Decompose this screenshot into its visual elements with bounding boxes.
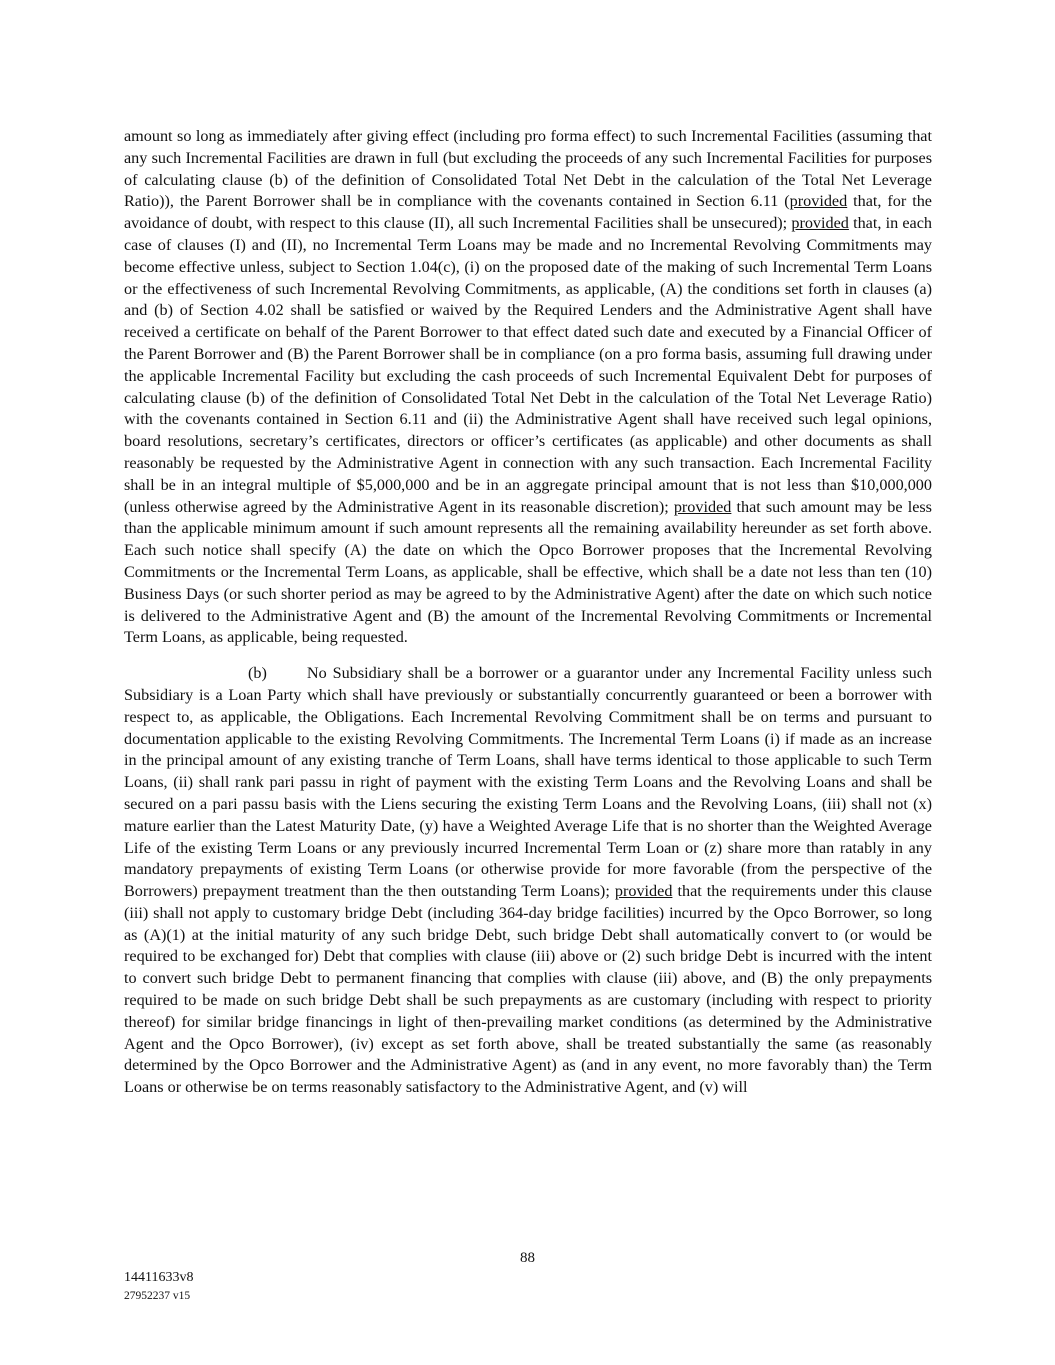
paragraph-a-text-4: that such amount may be less than the applicable minimum amount if such amount represents all the remaining availability hereunder as set forth above. Each such notice shall specify (A) the date on which the Opco Borrower proposes that the Incremental Revolving Commitments or the Incremental Term Loans, as applicable, shall be effective, which shall be a date not less than ten (10) Business Days (or such shorter period as may be agreed to by the Administrative Agent) after the date on which such notice is delivered to the Administrative Agent and (B) the amount of the Incremental Revolving Commitments or Incremental Term Loans, as applicable, being requested. (124, 497, 932, 647)
provided-term-2: provided (791, 214, 849, 233)
paragraph-a-text-2: that, for the avoidance of doubt, with respect to this clause (II), all such Incremental Facilities shall be unsecured); (124, 192, 932, 233)
paragraph-b-text-1: No Subsidiary shall be a borrower or a guarantor under any Incremental Facility unless such Subsidiary is a Loan Party which shall have previously or substantially concurrently guaranteed or been a borrower with respect to, as applicable, the Obligations. Each Incremental Revolving Commitment shall be on terms and pursuant to documentation applicable to the existing Revolving Commitments. The Incremental Term Loans (i) if made as an increase in the principal amount of any existing tranche of Term Loans, shall have terms identical to those applicable to such Term Loans, (ii) shall rank pari passu in right of payment with the existing Term Loans and the Revolving Loans and shall be secured on a pari passu basis with the Liens securing the existing Term Loans and the Revolving Loans, (iii) shall not (x) mature earlier than the Latest Maturity Date, (y) have a Weighted Average Life that is no shorter than the Weighted Average Life of the existing Term Loans or any previously incurred Incremental Term Loan or (z) share more than ratably in any mandatory prepayments of existing Term Loans (or otherwise provide for more favorable (from the perspective of the Borrowers) prepayment treatment than the then outstanding Term Loans); (124, 664, 932, 901)
paragraph-a (124, 126, 932, 649)
document-id-primary: 14411633v8 (124, 1270, 194, 1285)
clause-label-b: (b) (248, 664, 267, 683)
document-body (124, 126, 932, 1099)
provided-term-4: provided (614, 882, 673, 901)
page-number: 88 (520, 1250, 535, 1266)
paragraph-b-text-2: that the requirements under this clause (iii) shall not apply to customary bridge Debt (including 364-day bridge facilities) incurred by the Opco Borrower, so long as (A)(1) at the initial maturity of any such bridge Debt, such bridge Debt shall automatically convert to (or would be required to be exchanged for) Debt that complies with clause (iii) above or (2) such bridge Debt is incurred with the intent to convert such bridge Debt to permanent financing that complies with clause (iii) above, and (B) the only prepayments required to be made on such bridge Debt shall be such prepayments as are customary (including with respect to priority thereof) for similar bridge financings in light of then-prevailing market conditions (as determined by the Administrative Agent and the Opco Borrower), (iv) except as set forth above, shall be treated substantially the same (as reasonably determined by the Opco Borrower and the Administrative Agent) as (and in any event, no more favorably than) the Term Loans or otherwise be on terms reasonably satisfactory to the Administrative Agent, and (v) will (124, 882, 932, 1097)
paragraph-a-text-1: amount so long as immediately after giving effect (including pro forma effect) to such Incremental Facilities (assuming that any such Incremental Facilities are drawn in full (but excluding the proceeds of any such Incremental Facilities for purposes of calculating clause (b) of the definition of Consolidated Total Net Debt in the calculation of the Total Net Leverage Ratio)), the Parent Borrower shall be in compliance with the covenants contained in Section 6.11 ( (124, 127, 932, 211)
provided-term-3: provided (673, 497, 732, 516)
provided-term-1: provided (789, 192, 848, 211)
paragraph-b (124, 663, 932, 1099)
paragraph-a-text-3: that, in each case of clauses (I) and (II), no Incremental Term Loans may be made and no Incremental Revolving Commitments may become effective unless, subject to Section 1.04(c), (i) on the proposed date of the making of such Incremental Term Loans or the effectiveness of such Incremental Revolving Commitments, as applicable, (A) the conditions set forth in clauses (a) and (b) of Section 4.02 shall be satisfied or waived by the Required Lenders and the Administrative Agent shall have received a certificate on behalf of the Parent Borrower to that effect dated such date and executed by a Financial Officer of the Parent Borrower and (B) the Parent Borrower shall be in compliance (on a pro forma basis, assuming full drawing under the applicable Incremental Facility but excluding the cash proceeds of such Incremental Equivalent Debt for purposes of calculating clause (b) of the definition of Consolidated Total Net Debt in the calculation of the Total Net Leverage Ratio) with the covenants contained in Section 6.11 and (ii) the Administrative Agent shall have received such legal opinions, board resolutions, secretary’s certificates, directors or officer’s certificates (as applicable) and other documents as shall reasonably be requested by the Administrative Agent in connection with any such transaction. Each Incremental Facility shall be in an integral multiple of $5,000,000 and be in an aggregate principal amount that is not less than $10,000,000 (unless otherwise agreed by the Administrative Agent in its reasonable discretion); (124, 214, 932, 516)
document-id-secondary: 27952237 v15 (124, 1290, 191, 1302)
